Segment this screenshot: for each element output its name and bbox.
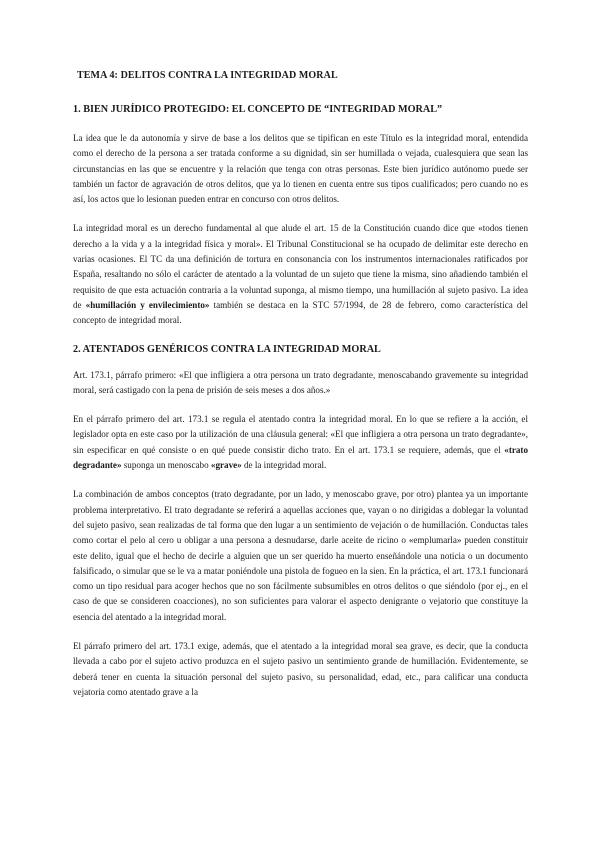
- section-1-heading: 1. BIEN JURÍDICO PROTEGIDO: EL CONCEPTO DE “INTEGRIDAD MORAL”: [73, 104, 443, 115]
- section-2-paragraph-2: [73, 412, 528, 473]
- section-2-heading: 2. ATENTADOS GENÉRICOS CONTRA LA INTEGRIDAD MORAL: [73, 343, 381, 355]
- text-run: también se destaca en la STC 57/1994, de 28 de febrero, como característica del concepto de integridad moral.: [73, 299, 528, 326]
- section-1-paragraph-2: [73, 221, 528, 328]
- text-run: En el párrafo primero del art. 173.1 se regula el atentado contra la integridad moral. En lo que se refiere a la acción, el legislador opta en este caso por la utilización de una cláusula general: «El que infligiera a otra persona un trato degradante», sin especificar en qué consiste o en qué puede consistir dicho trato. En el art. 173.1 se requiere, además, que el: [73, 414, 528, 455]
- bold-term: «humillación y envilecimiento»: [85, 299, 210, 310]
- document-title: TEMA 4: DELITOS CONTRA LA INTEGRIDAD MORAL: [77, 70, 338, 81]
- section-2-paragraph-1: Art. 173.1, párrafo primero: «El que infligiera a otra persona un trato degradante, menoscabando gravemente su integridad moral, será castigado con la pena de prisión de seis meses a dos años.»: [73, 369, 528, 395]
- section-2-paragraph-4: El párrafo primero del art. 173.1 exige, además, que el atentado a la integridad moral sea grave, es decir, que la conducta llevada a cabo por el sujeto activo produzca en el sujeto pasivo un sentimiento grande de humillación. Evidentemente, se deberá tener en cuenta la situación personal del sujeto pasivo, su personalidad, edad, etc., para calificar una conducta vejatoria como atentado grave a la: [73, 641, 528, 697]
- section-2-paragraph-3: La combinación de ambos conceptos (trato degradante, por un lado, y menoscabo grave, por otro) plantea ya un importante problema interpretativo. El trato degradante se referirá a aquellas acciones que, vayan o no dirigidas a doblegar la voluntad del sujeto pasivo, sean realizadas de tal forma que den lugar a un sentimiento de vejación o de humillación. Conductas tales como cortar el pelo al cero u obligar a una persona a desnudarse, darle aceite de ricino o «emplumarla» pueden constituir este delito, igual que el hecho de decirle a alguien que un ser querido ha muerto enseñándole una noticia o un documento falsificado, o simular que se le va a matar poniéndole una pistola de fogueo en la sien. En la práctica, el art. 173.1 funcionará como un tipo residual para acoger hechos que no son fácilmente subsumibles en otros delitos o que siéndolo (por ej., en el caso de que se consideren coacciones), no son suficientes para valorar el aspecto denigrante o vejatorio que constituye la esencia del atentado a la integridad moral.: [73, 489, 528, 622]
- bold-term: «grave»: [210, 460, 242, 471]
- text-run: suponga un menoscabo: [121, 460, 211, 471]
- text-run: La integridad moral es un derecho fundamental al que alude el art. 15 de la Constitución cuando dice que «todos tienen derecho a la vida y a la integridad física y moral». El Tribunal Constitucional se ha ocupado de delimitar este derecho en varias ocasiones. El TC da una definición de tortura en consonancia con los instrumentos internacionales ratificados por España, resaltando no sólo el carácter de atentado a la voluntad de un sujeto que tiene la misma, sino añadiendo también el requisito de que esta actuación contraria a la voluntad suponga, al mismo tiempo, una humillación al sujeto pasivo. La idea de: [73, 223, 528, 310]
- section-1-paragraph-1: La idea que le da autonomía y sirve de base a los delitos que se tipifican en este Título es la integridad moral, entendida como el derecho de la persona a ser tratada conforme a su dignidad, sin ser humillada o vejada, cualesquiera que sean las circunstancias en las que se encuentre y la relación que tenga con otras personas. Este bien jurídico autónomo puede ser también un factor de agravación de otros delitos, que ya lo tienen en cuenta entre sus tipos cualificados; pero cuando no es así, los actos que lo lesionan pueden entrar en concurso con otros delitos.: [73, 133, 528, 205]
- bold-term: «trato degradante»: [73, 444, 528, 471]
- text-run: de la integridad moral.: [241, 460, 327, 471]
